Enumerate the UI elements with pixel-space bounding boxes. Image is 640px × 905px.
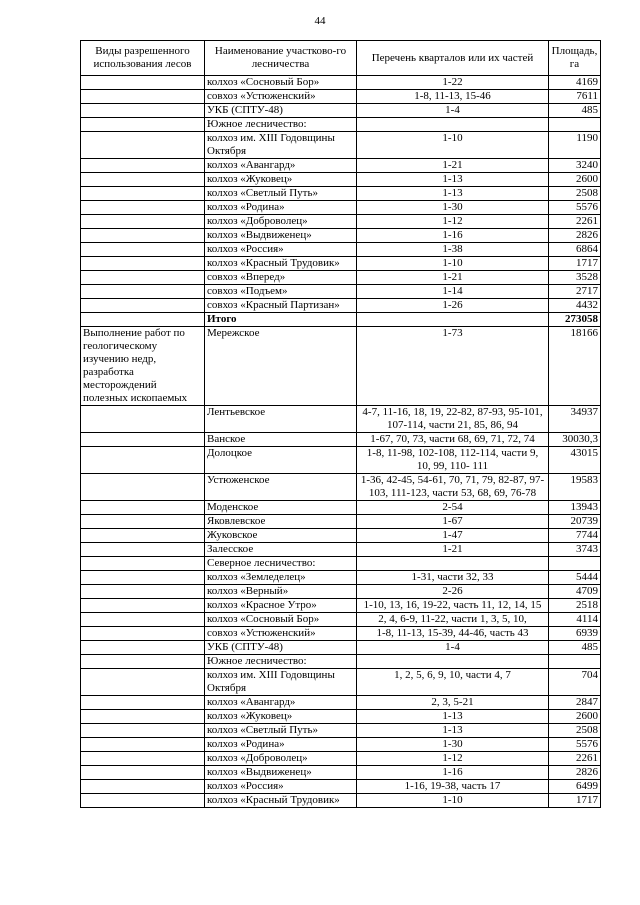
cell-forestry-name: колхоз «Верный» — [205, 585, 357, 599]
table-row — [81, 557, 601, 571]
cell-forestry-name: колхоз «Россия» — [205, 243, 357, 257]
cell-quarters: 1-73 — [357, 327, 549, 406]
table-row — [81, 118, 601, 132]
cell-usage — [81, 76, 205, 90]
cell-forestry-name: колхоз «Россия» — [205, 780, 357, 794]
cell-usage — [81, 406, 205, 433]
cell-usage — [81, 724, 205, 738]
cell-area: 485 — [549, 104, 601, 118]
cell-area: 7611 — [549, 90, 601, 104]
table-row — [81, 299, 601, 313]
cell-quarters: 1-30 — [357, 201, 549, 215]
cell-quarters — [357, 118, 549, 132]
cell-usage — [81, 104, 205, 118]
cell-usage — [81, 187, 205, 201]
cell-quarters: 1-12 — [357, 215, 549, 229]
cell-area: 704 — [549, 669, 601, 696]
cell-usage — [81, 794, 205, 808]
cell-quarters: 1-16 — [357, 229, 549, 243]
table-row — [81, 669, 601, 696]
cell-forestry-name: совхоз «Красный Партизан» — [205, 299, 357, 313]
table-row — [81, 543, 601, 557]
cell-area: 6499 — [549, 780, 601, 794]
cell-quarters: 2-54 — [357, 501, 549, 515]
cell-forestry-name: Южное лесничество: — [205, 118, 357, 132]
cell-usage — [81, 159, 205, 173]
cell-usage — [81, 571, 205, 585]
cell-area: 4169 — [549, 76, 601, 90]
cell-usage — [81, 752, 205, 766]
cell-quarters: 1-21 — [357, 271, 549, 285]
cell-area: 3240 — [549, 159, 601, 173]
header-quarters: Перечень кварталов или их частей — [357, 41, 549, 76]
table-body — [81, 76, 601, 808]
table-row — [81, 243, 601, 257]
cell-area — [549, 118, 601, 132]
cell-quarters: 1-13 — [357, 187, 549, 201]
cell-quarters: 1-16, 19-38, часть 17 — [357, 780, 549, 794]
cell-forestry-name: Ванское — [205, 433, 357, 447]
table-row — [81, 257, 601, 271]
cell-area: 4709 — [549, 585, 601, 599]
cell-quarters: 1-21 — [357, 543, 549, 557]
cell-forestry-name: колхоз «Красный Трудовик» — [205, 257, 357, 271]
cell-area: 3528 — [549, 271, 601, 285]
cell-forestry-name: колхоз «Авангард» — [205, 159, 357, 173]
cell-usage — [81, 641, 205, 655]
table-row — [81, 159, 601, 173]
table-row — [81, 433, 601, 447]
table-row — [81, 406, 601, 433]
table-row — [81, 766, 601, 780]
cell-quarters: 1-10 — [357, 257, 549, 271]
cell-forestry-name: УКБ (СПТУ-48) — [205, 641, 357, 655]
cell-area: 2600 — [549, 710, 601, 724]
cell-usage — [81, 515, 205, 529]
total-row — [81, 313, 601, 327]
table-row — [81, 327, 601, 406]
cell-quarters: 1-16 — [357, 766, 549, 780]
cell-forestry-name: колхоз «Доброволец» — [205, 752, 357, 766]
cell-quarters: 1-12 — [357, 752, 549, 766]
cell-area: 30030,3 — [549, 433, 601, 447]
cell-forestry-name: совхоз «Устюженский» — [205, 90, 357, 104]
cell-area: 2261 — [549, 215, 601, 229]
cell-quarters — [357, 655, 549, 669]
table-row — [81, 474, 601, 501]
cell-area: 1190 — [549, 132, 601, 159]
cell-quarters: 1-47 — [357, 529, 549, 543]
table-row — [81, 627, 601, 641]
table-row — [81, 271, 601, 285]
cell-area: 2508 — [549, 724, 601, 738]
cell-forestry-name: колхоз «Сосновый Бор» — [205, 613, 357, 627]
cell-forestry-name: колхоз «Жуковец» — [205, 173, 357, 187]
page-number: 44 — [314, 15, 326, 27]
cell-usage — [81, 90, 205, 104]
cell-quarters: 1-30 — [357, 738, 549, 752]
cell-forestry-name: Устюженское — [205, 474, 357, 501]
cell-forestry-name: УКБ (СПТУ-48) — [205, 104, 357, 118]
cell-quarters: 1-36, 42-45, 54-61, 70, 71, 79, 82-87, 97-103, 111-123, части 53, 68, 69, 76-78 — [357, 474, 549, 501]
cell-usage — [81, 501, 205, 515]
cell-usage — [81, 229, 205, 243]
cell-area: 6939 — [549, 627, 601, 641]
table-row — [81, 655, 601, 669]
header-area: Площадь, га — [549, 41, 601, 76]
cell-usage: Выполнение работ по геологическому изучению недр, разработка месторождений полезных ископаемых — [81, 327, 205, 406]
cell-forestry-name: Долоцкое — [205, 447, 357, 474]
table-row — [81, 515, 601, 529]
cell-quarters: 1-8, 11-13, 15-46 — [357, 90, 549, 104]
cell-quarters: 1-14 — [357, 285, 549, 299]
forest-usage-table — [80, 40, 601, 808]
cell-quarters: 1-10 — [357, 132, 549, 159]
cell-area: 4432 — [549, 299, 601, 313]
cell-area: 5444 — [549, 571, 601, 585]
table-row — [81, 229, 601, 243]
cell-usage — [81, 132, 205, 159]
table-row — [81, 104, 601, 118]
table-row — [81, 173, 601, 187]
cell-usage — [81, 766, 205, 780]
cell-area: 273058 — [549, 313, 601, 327]
cell-usage — [81, 585, 205, 599]
table-row — [81, 599, 601, 613]
cell-quarters — [357, 313, 549, 327]
cell-forestry-name: колхоз «Доброволец» — [205, 215, 357, 229]
cell-usage — [81, 285, 205, 299]
table-row — [81, 585, 601, 599]
cell-forestry-name: совхоз «Устюженский» — [205, 627, 357, 641]
cell-usage — [81, 669, 205, 696]
table-header-row — [81, 41, 601, 76]
cell-quarters: 1-13 — [357, 724, 549, 738]
table-row — [81, 90, 601, 104]
cell-area: 485 — [549, 641, 601, 655]
cell-area: 2826 — [549, 766, 601, 780]
cell-forestry-name: колхоз «Светлый Путь» — [205, 187, 357, 201]
table-row — [81, 132, 601, 159]
cell-forestry-name: колхоз «Выдвиженец» — [205, 766, 357, 780]
cell-usage — [81, 696, 205, 710]
table-row — [81, 780, 601, 794]
cell-area: 13943 — [549, 501, 601, 515]
cell-forestry-name: Северное лесничество: — [205, 557, 357, 571]
cell-forestry-name: колхоз им. XIII Годовщины Октября — [205, 132, 357, 159]
cell-forestry-name: Моденское — [205, 501, 357, 515]
cell-forestry-name: Итого — [205, 313, 357, 327]
table-row — [81, 187, 601, 201]
cell-forestry-name: Жуковское — [205, 529, 357, 543]
cell-area: 7744 — [549, 529, 601, 543]
cell-forestry-name: Южное лесничество: — [205, 655, 357, 669]
cell-forestry-name: Залесское — [205, 543, 357, 557]
cell-forestry-name: колхоз «Родина» — [205, 738, 357, 752]
table-row — [81, 501, 601, 515]
cell-area: 2826 — [549, 229, 601, 243]
cell-usage — [81, 627, 205, 641]
cell-usage — [81, 271, 205, 285]
cell-usage — [81, 710, 205, 724]
cell-usage — [81, 529, 205, 543]
table-row — [81, 76, 601, 90]
cell-area: 19583 — [549, 474, 601, 501]
cell-area: 2261 — [549, 752, 601, 766]
cell-forestry-name: Яковлевское — [205, 515, 357, 529]
cell-usage — [81, 474, 205, 501]
cell-usage — [81, 173, 205, 187]
cell-forestry-name: колхоз «Красное Утро» — [205, 599, 357, 613]
cell-area: 34937 — [549, 406, 601, 433]
cell-forestry-name: колхоз «Родина» — [205, 201, 357, 215]
cell-forestry-name: колхоз им. XIII Годовщины Октября — [205, 669, 357, 696]
cell-area — [549, 557, 601, 571]
cell-area: 3743 — [549, 543, 601, 557]
cell-usage — [81, 299, 205, 313]
table-row — [81, 201, 601, 215]
cell-usage — [81, 780, 205, 794]
cell-forestry-name: совхоз «Подъем» — [205, 285, 357, 299]
cell-quarters: 1-67, 70, 73, части 68, 69, 71, 72, 74 — [357, 433, 549, 447]
cell-usage — [81, 557, 205, 571]
cell-usage — [81, 613, 205, 627]
header-usage: Виды разрешенного использования лесов — [81, 41, 205, 76]
table-row — [81, 724, 601, 738]
cell-quarters: 1-13 — [357, 173, 549, 187]
cell-usage — [81, 201, 205, 215]
cell-quarters: 1-67 — [357, 515, 549, 529]
cell-usage — [81, 738, 205, 752]
table-row — [81, 613, 601, 627]
table-row — [81, 710, 601, 724]
cell-usage — [81, 243, 205, 257]
cell-forestry-name: Лентьевское — [205, 406, 357, 433]
cell-quarters: 1-10, 13, 16, 19-22, часть 11, 12, 14, 15 — [357, 599, 549, 613]
cell-quarters: 2, 4, 6-9, 11-22, части 1, 3, 5, 10, — [357, 613, 549, 627]
cell-usage — [81, 433, 205, 447]
cell-area: 2717 — [549, 285, 601, 299]
cell-quarters — [357, 557, 549, 571]
cell-usage — [81, 447, 205, 474]
cell-forestry-name: совхоз «Вперед» — [205, 271, 357, 285]
cell-area: 5576 — [549, 201, 601, 215]
cell-forestry-name: колхоз «Выдвиженец» — [205, 229, 357, 243]
cell-quarters: 1-31, части 32, 33 — [357, 571, 549, 585]
cell-quarters: 1-8, 11-98, 102-108, 112-114, части 9, 10, 99, 110- 111 — [357, 447, 549, 474]
cell-forestry-name: колхоз «Красный Трудовик» — [205, 794, 357, 808]
table-row — [81, 447, 601, 474]
cell-usage — [81, 599, 205, 613]
table-row — [81, 696, 601, 710]
cell-forestry-name: колхоз «Авангард» — [205, 696, 357, 710]
table-row — [81, 215, 601, 229]
cell-area: 5576 — [549, 738, 601, 752]
cell-area — [549, 655, 601, 669]
table-row — [81, 738, 601, 752]
cell-quarters: 1-13 — [357, 710, 549, 724]
cell-area: 2600 — [549, 173, 601, 187]
header-forestry-name: Наименование участково-го лесничества — [205, 41, 357, 76]
cell-forestry-name: Мережское — [205, 327, 357, 406]
cell-area: 4114 — [549, 613, 601, 627]
cell-quarters: 1-8, 11-13, 15-39, 44-46, часть 43 — [357, 627, 549, 641]
cell-area: 1717 — [549, 257, 601, 271]
cell-quarters: 4-7, 11-16, 18, 19, 22-82, 87-93, 95-101, 107-114, части 21, 85, 86, 94 — [357, 406, 549, 433]
cell-usage — [81, 543, 205, 557]
cell-quarters: 1-22 — [357, 76, 549, 90]
cell-area: 43015 — [549, 447, 601, 474]
cell-quarters: 1-38 — [357, 243, 549, 257]
cell-forestry-name: колхоз «Земледелец» — [205, 571, 357, 585]
cell-quarters: 1-4 — [357, 641, 549, 655]
cell-area: 6864 — [549, 243, 601, 257]
table-row — [81, 529, 601, 543]
cell-area: 1717 — [549, 794, 601, 808]
table-row — [81, 752, 601, 766]
cell-area: 20739 — [549, 515, 601, 529]
cell-forestry-name: колхоз «Светлый Путь» — [205, 724, 357, 738]
cell-quarters: 1, 2, 5, 6, 9, 10, части 4, 7 — [357, 669, 549, 696]
cell-quarters: 1-10 — [357, 794, 549, 808]
table-row — [81, 285, 601, 299]
cell-area: 2518 — [549, 599, 601, 613]
cell-forestry-name: колхоз «Сосновый Бор» — [205, 76, 357, 90]
cell-quarters: 1-4 — [357, 104, 549, 118]
cell-quarters: 1-26 — [357, 299, 549, 313]
cell-area: 2508 — [549, 187, 601, 201]
cell-area: 18166 — [549, 327, 601, 406]
cell-usage — [81, 118, 205, 132]
cell-usage — [81, 313, 205, 327]
table-row — [81, 794, 601, 808]
cell-quarters: 1-21 — [357, 159, 549, 173]
table-row — [81, 641, 601, 655]
cell-usage — [81, 215, 205, 229]
cell-forestry-name: колхоз «Жуковец» — [205, 710, 357, 724]
cell-quarters: 2-26 — [357, 585, 549, 599]
cell-quarters: 2, 3, 5-21 — [357, 696, 549, 710]
table-row — [81, 571, 601, 585]
cell-usage — [81, 257, 205, 271]
cell-area: 2847 — [549, 696, 601, 710]
cell-usage — [81, 655, 205, 669]
